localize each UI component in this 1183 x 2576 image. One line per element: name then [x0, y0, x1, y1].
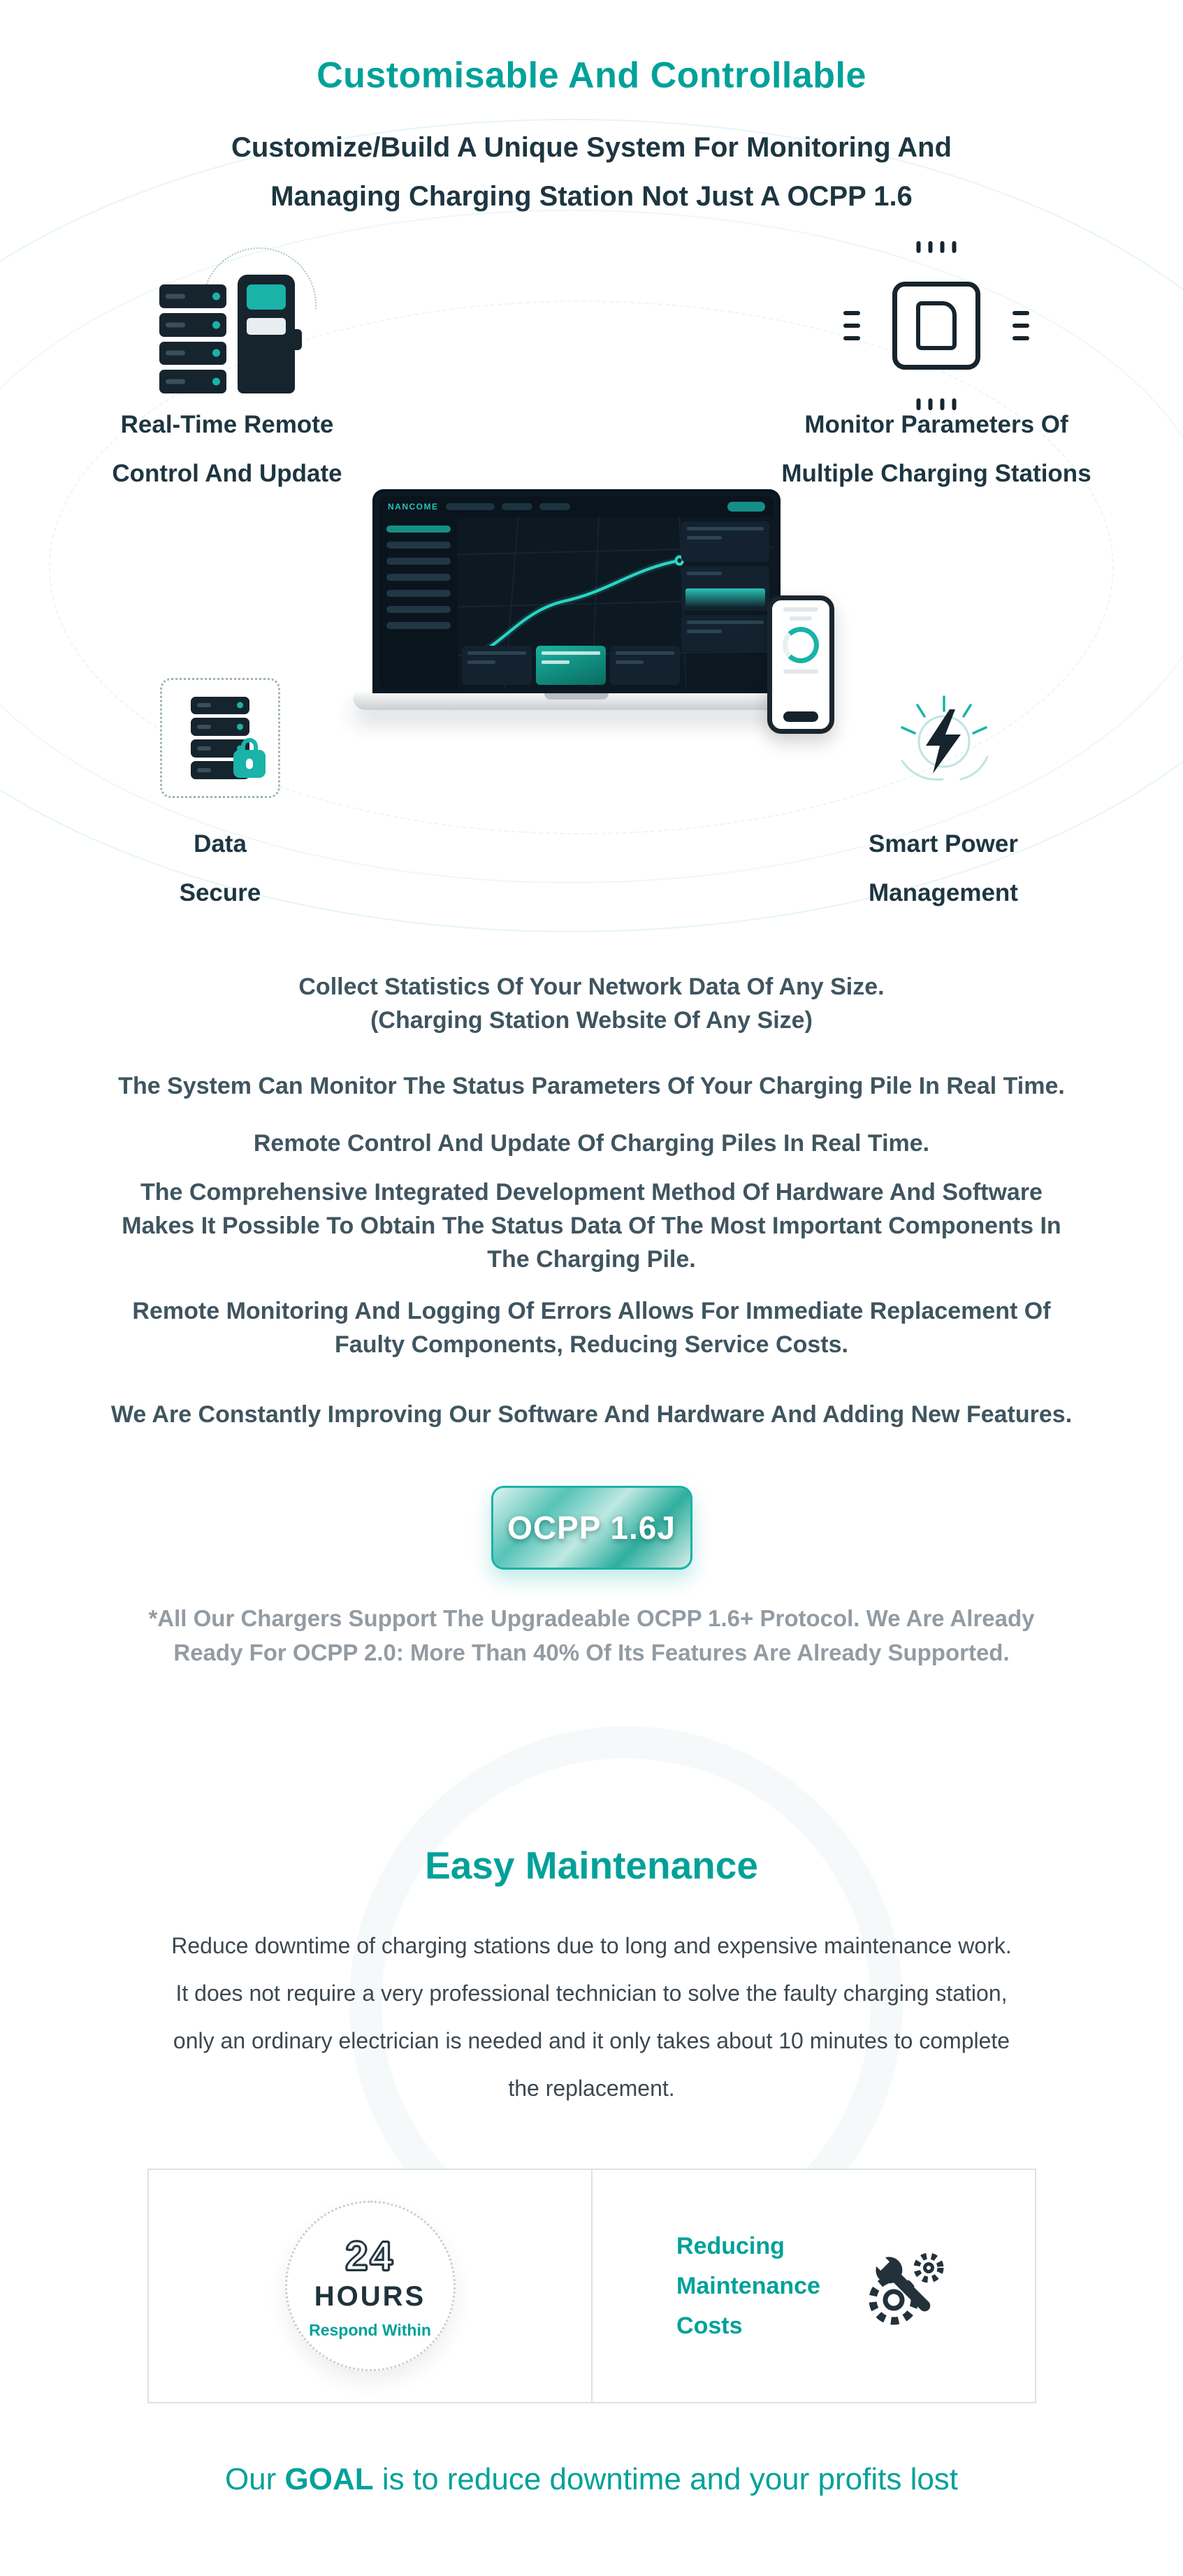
- stat-card: [610, 646, 680, 685]
- feature-label: Monitor Parameters Of: [804, 411, 1068, 438]
- dashboard-sidebar: [379, 517, 458, 689]
- chip-with-document-icon: [870, 250, 1003, 400]
- feature-label: Multiple Charging Stations: [781, 460, 1091, 487]
- ocpp-badge: [491, 1486, 692, 1570]
- feature-label: Data: [194, 830, 247, 858]
- ocpp-note-line: Ready For OCPP 2.0: More Than 40% Of Its Features Are Already Supported.: [173, 1640, 1010, 1665]
- feature-label: Secure: [179, 879, 261, 906]
- goal-prefix: Our: [224, 2462, 285, 2496]
- highlight-card: [536, 646, 606, 685]
- stat-card: [681, 615, 769, 651]
- feature-label: Real-Time Remote: [120, 411, 334, 438]
- costs-card: [591, 2170, 1035, 2402]
- respond-hours-number: 24: [345, 2233, 395, 2279]
- lightning-spark-icon: [883, 656, 1005, 820]
- respond-badge-circle: [285, 2201, 456, 2371]
- feature-label: Management: [869, 879, 1018, 906]
- respond-card: [149, 2170, 591, 2402]
- statement-line: Collect Statistics Of Your Network Data Of Any Size.: [298, 974, 885, 1000]
- stat-card: [462, 646, 532, 685]
- server-with-lock-icon: [160, 656, 280, 820]
- charge-gauge-ring: [783, 627, 819, 663]
- paragraph-line: Reduce downtime of charging stations due to long and expensive maintenance work.: [171, 1933, 1012, 1958]
- statement-line: (Charging Station Website Of Any Size): [370, 1007, 813, 1034]
- subtitle-line: Customize/Build A Unique System For Monitoring And: [231, 132, 952, 163]
- gear-wrench-icon: [859, 2240, 951, 2332]
- laptop-base: [353, 693, 800, 710]
- respond-hours-unit: HOURS: [314, 2280, 426, 2312]
- feature-data-secure: [108, 656, 332, 918]
- charging-station-and-server-rack-icon: [143, 250, 311, 400]
- goal-tagline: [0, 2462, 1183, 2497]
- feature-label: Smart Power: [869, 830, 1018, 858]
- lock-icon: [233, 750, 266, 778]
- section-title-maintenance: Easy Maintenance: [425, 1844, 758, 1887]
- ocpp-badge-label: OCPP 1.6J: [507, 1510, 676, 1546]
- chart-card: [681, 566, 769, 611]
- capability-statements: [0, 970, 1183, 1431]
- feature-label: Control And Update: [112, 460, 342, 487]
- phone-app-button: [783, 711, 818, 722]
- goal-suffix: is to reduce downtime and your profits lost: [373, 2462, 959, 2496]
- goal-emphasis: GOAL: [284, 2462, 374, 2496]
- ocpp-note-line: *All Our Chargers Support The Upgradeable OCPP 1.6+ Protocol. We Are Already: [148, 1605, 1035, 1631]
- dashboard-brand: NANCOME: [388, 502, 439, 512]
- dashboard-ui: [379, 496, 774, 689]
- paragraph-line: only an ordinary electrician is needed and it only takes about 10 minutes to complete: [173, 2028, 1010, 2053]
- maintenance-cards-table: [147, 2169, 1036, 2403]
- dashboard-topbar: [379, 496, 774, 517]
- statement-line: Remote Monitoring And Logging Of Errors Allows For Immediate Replacement Of: [132, 1298, 1051, 1324]
- dashboard-map: [458, 517, 774, 689]
- statement-line: The Charging Pile.: [487, 1246, 696, 1273]
- laptop-screen: [372, 489, 781, 693]
- paragraph-line: the replacement.: [508, 2076, 675, 2101]
- stat-card: [681, 521, 769, 562]
- section-title-controllable: Customisable And Controllable: [317, 55, 866, 96]
- statement-line: Makes It Possible To Obtain The Status Data Of The Most Important Components In: [122, 1213, 1061, 1239]
- feature-realtime-remote: [73, 250, 381, 498]
- subtitle-line: Managing Charging Station Not Just A OCPP 1.6: [270, 181, 913, 212]
- section-subtitle: [0, 123, 1183, 221]
- respond-caption: Respond Within: [309, 2320, 431, 2339]
- statement-line: Faulty Components, Reducing Service Costs.: [335, 1331, 848, 1358]
- ocpp-note: [0, 1601, 1183, 1670]
- statement-line: We Are Constantly Improving Our Software And Hardware And Adding New Features.: [110, 1401, 1073, 1428]
- costs-label: Reducing Maintenance Costs: [676, 2232, 820, 2339]
- statement-line: Remote Control And Update Of Charging Piles In Real Time.: [253, 1130, 930, 1157]
- phone-app-mockup: [767, 595, 834, 734]
- laptop-dashboard-mockup: [353, 489, 800, 710]
- statement-line: The Comprehensive Integrated Development Method Of Hardware And Software: [140, 1179, 1043, 1206]
- feature-monitor-parameters: [737, 250, 1135, 498]
- statement-line: The System Can Monitor The Status Parameters Of Your Charging Pile In Real Time.: [118, 1073, 1065, 1099]
- maintenance-paragraph: [0, 1922, 1183, 2112]
- paragraph-line: It does not require a very professional technician to solve the faulty charging station,: [175, 1981, 1008, 2006]
